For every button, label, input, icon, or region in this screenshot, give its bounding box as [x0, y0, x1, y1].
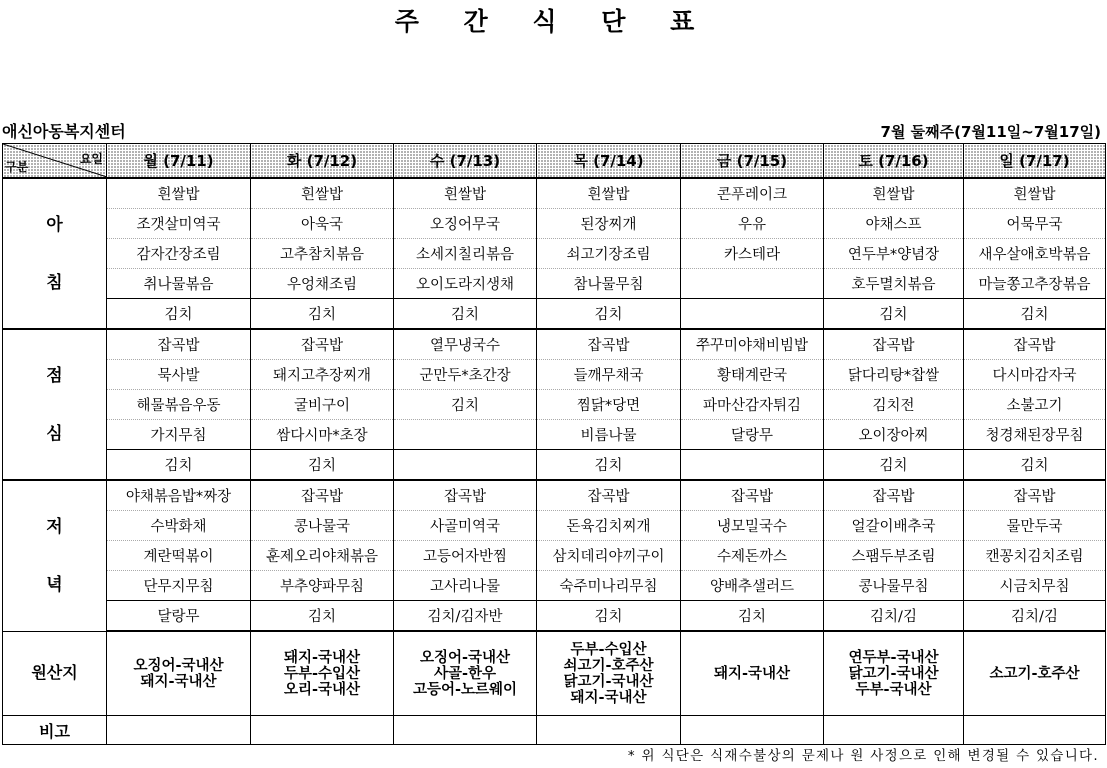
menu-item: 닭다리탕*찹쌀 [824, 360, 964, 390]
menu-item: 조갯살미역국 [107, 209, 251, 239]
menu-item: 스팸두부조림 [824, 541, 964, 571]
menu-item: 돼지고추장찌개 [251, 360, 394, 390]
menu-item: 얼갈이배추국 [824, 511, 964, 541]
remark-label: 비고 [3, 716, 107, 745]
menu-item: 군만두*초간장 [394, 360, 537, 390]
organization-name: 애신아동복지센터 [2, 122, 126, 141]
menu-row [3, 269, 1106, 299]
menu-item: 시금치무침 [964, 571, 1106, 601]
menu-item: 김치 [251, 299, 394, 330]
menu-item: 김치 [824, 450, 964, 481]
menu-item: 파마산감자튀김 [681, 390, 824, 420]
origin-line: 돼지-국내산 [140, 673, 217, 690]
origin-line: 돼지-국내산 [283, 649, 361, 666]
menu-item: 묵사발 [107, 360, 251, 390]
menu-item: 우유 [681, 209, 824, 239]
origin-label: 원산지 [3, 631, 107, 716]
origin-line: 오징어-국내산 [419, 649, 511, 666]
menu-item: 카스테라 [681, 239, 824, 269]
menu-item: 아욱국 [251, 209, 394, 239]
menu-row [3, 511, 1106, 541]
remark-cell [537, 716, 681, 745]
day-header: 일 (7/17) [964, 144, 1106, 179]
menu-item: 된장찌개 [537, 209, 681, 239]
menu-item: 다시마감자국 [964, 360, 1106, 390]
menu-item [681, 450, 824, 481]
menu-item: 쌈다시마*초장 [251, 420, 394, 450]
meal-label-char: 점 [46, 365, 63, 386]
menu-item: 쭈꾸미야채비빔밥 [681, 329, 824, 360]
corner-cell [3, 144, 107, 179]
menu-item: 달랑무 [107, 601, 251, 632]
menu-item: 잡곡밥 [824, 329, 964, 360]
menu-item: 청경채된장무침 [964, 420, 1106, 450]
menu-item: 우엉채조림 [251, 269, 394, 299]
menu-row [3, 601, 1106, 632]
menu-item: 냉모밀국수 [681, 511, 824, 541]
menu-row [3, 299, 1106, 330]
origin-line: 연두부-국내산 [848, 649, 939, 666]
menu-item: 열무냉국수 [394, 329, 537, 360]
origin-line: 닭고기-국내산 [848, 665, 939, 682]
day-header: 화 (7/12) [251, 144, 394, 179]
menu-table [2, 143, 1106, 745]
origin-line: 두부-수입산 [570, 641, 647, 658]
origin-cell [964, 631, 1106, 716]
menu-item: 김치 [107, 299, 251, 330]
menu-item: 들깨무채국 [537, 360, 681, 390]
day-header: 월 (7/11) [107, 144, 251, 179]
meal-label [3, 178, 107, 329]
menu-item: 부추양파무침 [251, 571, 394, 601]
menu-item: 새우살애호박볶음 [964, 239, 1106, 269]
day-header: 목 (7/14) [537, 144, 681, 179]
menu-item: 잡곡밥 [964, 480, 1106, 511]
corner-label-category: 구분 [5, 160, 29, 174]
menu-item: 김치 [537, 450, 681, 481]
corner-label-day: 요일 [79, 152, 103, 166]
menu-row [3, 329, 1106, 360]
menu-item: 캔꽁치김치조림 [964, 541, 1106, 571]
menu-item: 김치 [964, 299, 1106, 330]
menu-item [394, 420, 537, 450]
menu-item: 수박화채 [107, 511, 251, 541]
menu-item: 참나물무침 [537, 269, 681, 299]
menu-item: 감자간장조림 [107, 239, 251, 269]
menu-item: 야채볶음밥*짜장 [107, 480, 251, 511]
origin-cell [251, 631, 394, 716]
menu-item: 연두부*양념장 [824, 239, 964, 269]
menu-item: 양배추샐러드 [681, 571, 824, 601]
menu-item: 김치 [251, 601, 394, 632]
menu-item: 김치 [107, 450, 251, 481]
remark-cell [251, 716, 394, 745]
menu-item: 흰쌀밥 [964, 178, 1106, 209]
origin-line: 돼지-국내산 [713, 665, 791, 682]
day-header: 수 (7/13) [394, 144, 537, 179]
menu-row [3, 480, 1106, 511]
menu-item: 김치전 [824, 390, 964, 420]
menu-item: 김치 [394, 299, 537, 330]
menu-item: 해물볶음우동 [107, 390, 251, 420]
menu-row [3, 571, 1106, 601]
remark-cell [107, 716, 251, 745]
menu-item: 어묵무국 [964, 209, 1106, 239]
menu-item: 계란떡볶이 [107, 541, 251, 571]
menu-item: 콩나물무침 [824, 571, 964, 601]
day-header: 토 (7/16) [824, 144, 964, 179]
menu-item: 콩나물국 [251, 511, 394, 541]
menu-item: 쇠고기장조림 [537, 239, 681, 269]
menu-item: 오이도라지생채 [394, 269, 537, 299]
menu-item [681, 299, 824, 330]
menu-item: 야채스프 [824, 209, 964, 239]
menu-item: 김치 [537, 299, 681, 330]
menu-row [3, 239, 1106, 269]
menu-item: 수제돈까스 [681, 541, 824, 571]
footnote: * 위 식단은 식재수불상의 문제나 원 사정으로 인해 변경될 수 있습니다. [627, 748, 1099, 764]
menu-item: 단무지무침 [107, 571, 251, 601]
menu-item: 잡곡밥 [394, 480, 537, 511]
menu-item: 황태계란국 [681, 360, 824, 390]
menu-row [3, 209, 1106, 239]
menu-item: 고사리나물 [394, 571, 537, 601]
menu-item: 호두멸치볶음 [824, 269, 964, 299]
menu-item: 숙주미나리무침 [537, 571, 681, 601]
remark-cell [681, 716, 824, 745]
menu-item: 흰쌀밥 [824, 178, 964, 209]
meal-label-char: 녁 [46, 574, 63, 595]
menu-row [3, 541, 1106, 571]
menu-item: 굴비구이 [251, 390, 394, 420]
header-row [3, 144, 1106, 179]
menu-item: 흰쌀밥 [537, 178, 681, 209]
menu-item: 김치 [537, 601, 681, 632]
origin-cell [107, 631, 251, 716]
menu-item: 고등어자반찜 [394, 541, 537, 571]
menu-item: 물만두국 [964, 511, 1106, 541]
meal-label-char: 심 [46, 423, 63, 444]
meal-label [3, 480, 107, 631]
origin-row [3, 631, 1106, 716]
menu-item: 잡곡밥 [251, 329, 394, 360]
origin-line: 오리-국내산 [283, 681, 361, 698]
remark-cell [394, 716, 537, 745]
remark-cell [964, 716, 1106, 745]
menu-item: 돈육김치찌개 [537, 511, 681, 541]
menu-item: 김치/김 [824, 601, 964, 632]
menu-item: 김치 [824, 299, 964, 330]
origin-cell [537, 631, 681, 716]
origin-line: 닭고기-국내산 [563, 673, 654, 690]
menu-item: 흰쌀밥 [394, 178, 537, 209]
menu-item: 찜닭*당면 [537, 390, 681, 420]
menu-item: 김치/김자반 [394, 601, 537, 632]
menu-item: 잡곡밥 [251, 480, 394, 511]
menu-item: 김치 [251, 450, 394, 481]
origin-cell [681, 631, 824, 716]
menu-item: 소불고기 [964, 390, 1106, 420]
menu-item [681, 269, 824, 299]
menu-item: 김치 [394, 390, 537, 420]
menu-item: 사골미역국 [394, 511, 537, 541]
origin-line: 돼지-국내산 [570, 689, 647, 706]
remark-row [3, 716, 1106, 745]
menu-item: 가지무침 [107, 420, 251, 450]
menu-item [394, 450, 537, 481]
origin-line: 오징어-국내산 [133, 657, 224, 674]
menu-item: 김치 [964, 450, 1106, 481]
menu-item: 오이장아찌 [824, 420, 964, 450]
menu-row [3, 420, 1106, 450]
origin-line: 사골-한우 [433, 665, 497, 682]
day-header: 금 (7/15) [681, 144, 824, 179]
menu-item: 취나물볶음 [107, 269, 251, 299]
menu-item: 콘푸레이크 [681, 178, 824, 209]
menu-item: 소세지칠리볶음 [394, 239, 537, 269]
menu-item: 흰쌀밥 [107, 178, 251, 209]
origin-line: 두부-국내산 [855, 681, 932, 698]
menu-item: 김치 [681, 601, 824, 632]
menu-item: 잡곡밥 [107, 329, 251, 360]
menu-item: 마늘쫑고추장볶음 [964, 269, 1106, 299]
menu-row [3, 390, 1106, 420]
menu-row [3, 360, 1106, 390]
origin-line: 소고기-호주산 [989, 665, 1080, 682]
menu-item: 오징어무국 [394, 209, 537, 239]
menu-item: 잡곡밥 [964, 329, 1106, 360]
menu-item: 비름나물 [537, 420, 681, 450]
menu-item: 김치/김 [964, 601, 1106, 632]
meal-label-char: 아 [46, 214, 63, 235]
meal-label-char: 저 [46, 516, 63, 537]
origin-line: 두부-수입산 [283, 665, 361, 682]
remark-cell [824, 716, 964, 745]
menu-item: 잡곡밥 [681, 480, 824, 511]
menu-item: 고추참치볶음 [251, 239, 394, 269]
menu-item: 잡곡밥 [824, 480, 964, 511]
page-title: 주 간 식 단 표 [394, 7, 713, 36]
menu-row [3, 178, 1106, 209]
menu-item: 삼치데리야끼구이 [537, 541, 681, 571]
origin-line: 고등어-노르웨이 [412, 681, 518, 698]
origin-cell [394, 631, 537, 716]
menu-item: 흰쌀밥 [251, 178, 394, 209]
menu-item: 훈제오리야채볶음 [251, 541, 394, 571]
menu-item: 잡곡밥 [537, 329, 681, 360]
meal-label-char: 침 [46, 272, 63, 293]
week-range: 7월 둘째주(7월11일~7월17일) [880, 123, 1101, 141]
origin-cell [824, 631, 964, 716]
origin-line: 쇠고기-호주산 [563, 657, 654, 674]
menu-item: 잡곡밥 [537, 480, 681, 511]
meal-label [3, 329, 107, 480]
menu-row [3, 450, 1106, 481]
menu-item: 달랑무 [681, 420, 824, 450]
